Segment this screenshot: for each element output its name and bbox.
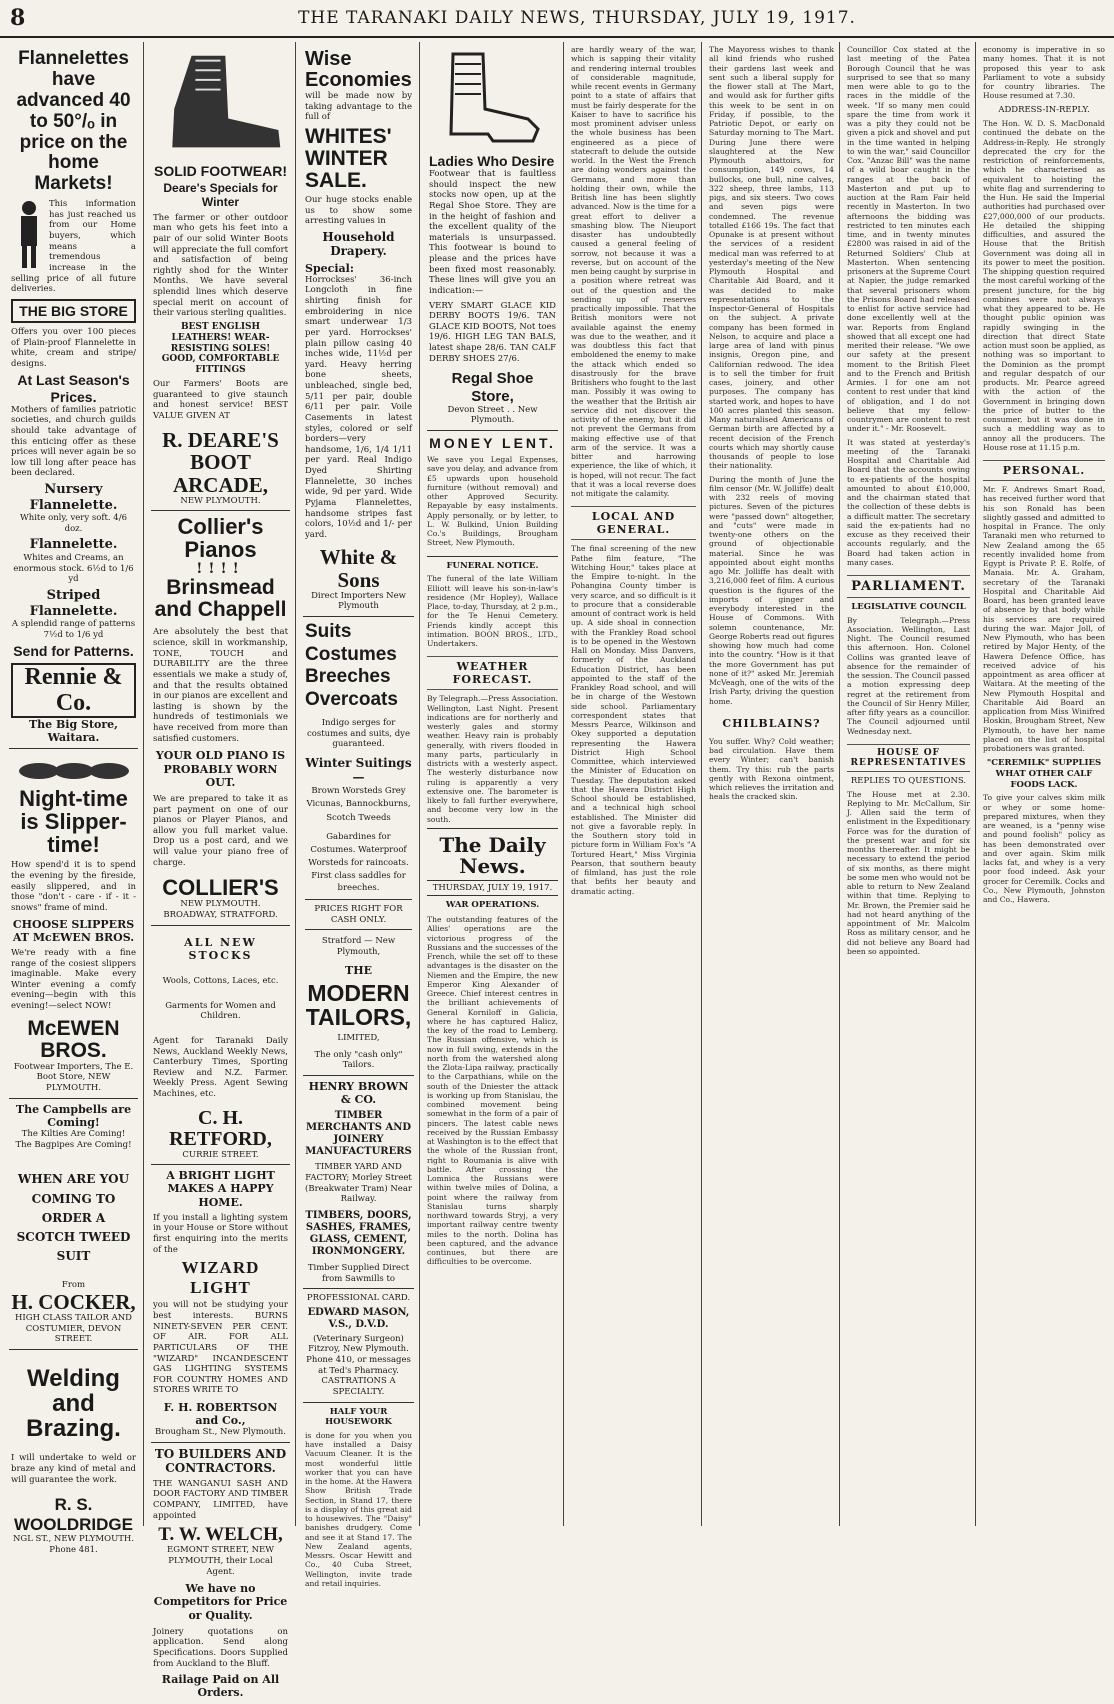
wise-tail: will be made now by taking advantage to the full of [305,91,412,123]
address-heading: ADDRESS-IN-REPLY. [998,104,1090,115]
bright-body: If you install a lighting system in your House or Store without first enquiring into the merits of the [153,1212,288,1255]
white-sons-logo: White & Sons [319,545,398,592]
house-body: The House met at 2.30. Replying to Mr. McCallum, Sir J. Allen said the term of enlistment in the Expeditionary Force was for the duration of the present war and for six months thereafter. It might be necessary to extend the period of six months, as there might be some men who would not be able to return to New Zealand within that time. Replying to Mr. Brown, the Premier said he had not heard anything of the appointment of Mr. Malcolm Ross as military censor, and he did not believe any Board had been so appointed. [847,789,970,956]
column-6 [704,42,840,1526]
timbers-list: TIMBERS, DOORS, SASHES, FRAMES, GLASS, CEMENT, IRONMONGERY. [305,1209,412,1257]
old-piano-heading: YOUR OLD PIANO IS PROBABLY WORN OUT. [155,749,286,789]
competitors-line: We have no Competitors for Price or Quality. [153,1582,288,1622]
slipper-ad [9,749,138,1099]
money-notice [427,431,558,552]
column-1 [4,42,144,1555]
house-heading: HOUSE OF REPRESENTATIVES [847,744,970,772]
timber-merchants: TIMBER MERCHANTS AND JOINERY MANUFACTURERS [305,1110,412,1158]
man-illustration-icon [11,199,47,269]
column-2 [146,42,296,1700]
retford-sub: CURRIE STREET. [182,1149,259,1160]
kilties-line: The Kilties Are Coming! [21,1129,126,1140]
mothers-text: Mothers of families patriotic societies, and church guilds should take advantage of this enticing offer as these prices will never again be so low till long after peace has been declared. [11,404,136,479]
weather-body: By Telegraph.—Press Association. Wellington, Last Night. Present indications are for northerly and westerly gales and stormy weather. Heavy rain is probably generally, with rivers flooded in many parts, particularly in districts with a westerly aspect. The westerly disturbance now ruling is apparently a very extensive one. The barometer is likely to fall further everywhere, and become very low in the south. [427,694,558,824]
flannelette-heading: Flannelette. [29,537,118,553]
old-piano-body: We are prepared to take it as part payment on one of our pianos or Player Pianos, and allow you full market value. Drop us a post card, and we will value your piano free of charge. [153,793,288,868]
welding-headline: Welding and Brazing. [26,1364,121,1443]
limited-label: LIMITED, [337,1033,380,1044]
chilblains-heading: CHILBLAINS? [722,716,821,730]
scotch-tweed-ad [9,1099,138,1350]
campbells-line: The Campbells are Coming! [15,1102,132,1129]
wizard-body: you will not be studying your best interests. BURNS NINETY-SEVEN PER CENT. OF AIR. FOR ALL PARTICULARS OF THE "WIZARD" INCANDESCENT GAS LIGHTING SYSTEMS FOR COUNTRY HOMES AND STORES WRITE TO [153,1300,288,1396]
whites-ad [303,45,414,617]
personal-heading: PERSONAL. [983,460,1105,481]
whites-sale: WHITES' WINTER SALE. [305,124,392,192]
deare-name: R. DEARE'S BOOT ARCADE, [162,428,279,497]
nursery-heading: Nursery Flannelette. [29,482,118,513]
page-number: 8 [10,5,26,31]
wooldridge-name: R. S. WOOLDRIDGE [14,1495,133,1534]
suitings-list: Brown Worsteds Grey Vicunas, Bannockburns, Scotch Tweeds [306,785,411,823]
masthead [0,0,1114,38]
mason-name: EDWARD MASON, V.S., D.V.D. [307,1306,410,1330]
news-body-b: During the month of June the film censor (Mr. W. Jolliffe) dealt with 232 reels of moving pictures. Seven of the pictures were "passed down" altogether, and "cuts" were made in twenty-one others on the ground of objectionable material. Since he was appointed about eight months ago Mr. Jolliffe has dealt with 3,216,000 feet of film. A curious question is the figures of the imports of ginger and everybody interested in the House of Commons. With solemn countenance, Mr. George Roberts read out figures showing how much had come into the country. "How is it that the more Government has put none of it?" asked Mr. Jeremiah McVeagh, one of the wits of the Irish Party, driving the question home. [709,474,834,706]
collier-sub: NEW PLYMOUTH. BROADWAY, STRATFORD. [163,899,278,920]
weather-heading: WEATHER FORECAST. [427,656,558,690]
wise-economies: Wise Economies [305,48,412,91]
wizard-name: WIZARD LIGHT [181,1258,260,1297]
boot-illustration-icon [153,49,288,159]
household-drapery: Household Drapery. [322,229,395,259]
collier-ad [151,511,290,925]
address-body: The Hon. W. D. S. MacDonald continued the debate on the Address-in-Reply. He strongly deprecated the cry for the restriction of reinforcements, which he characterised as equivalent to hoisting the white flag and surrendering to the Hun. He said the Imperial authorities had purchased over £27,000,000 of our products. He detailed the shipping difficulties, and assured the House that the British Government was doing all in its power to meet the position. The shipping question required the most careful working of the present juncture, for the big combines were not always what they appeared to be. He thought public opinion was rapidly swinging in the direction that direct State action must soon be applied, as nothing was so important to the Dominion as the prompt and regular despatch of our products. Mr. Pearce agreed with the action of the Government in bringing down the price of butter to the consumer, but it was done in such a meddling way as to annoy all the producers. The House rose at 11.15 p.m. [983,119,1105,452]
slippers-icon [14,753,134,783]
news-body-c: Councillor Cox stated at the last meeting of the Patea Borough Council that he was surprised to see that so many men were able to go to the races in the middle of the week. "If so many men could spare the time from work it was a pity they could not be given a pick and shovel and put in the time wanted in helping to win the war," said Councillor Cox. "Anzac Bill" was the name of a wild boar caught in the ranges at the back of Masterton and put up to auction at the Ram Fair held recently in Masterton. In two afternoons the bidding was restricted to ten minutes each time, and in twenty minutes £2800 was raised in aid of the Returned Soldiers' Club at Masterton. When sentencing prisoners at the Supreme Court at Napier, the judge remarked that several prisoners whom the Prisons Board had released to enlist for active service had done excellently well at the war. Reports from England showed that all except one had merited their release. "We owe our safety at the present moment to the British Fleet and to the French and British Armies. I for one am not content to rest under that kind of obligation, and I do not believe that my fellow-countrymen are content to rest under it." - Mr. Roosevelt. [847,45,970,434]
brinsmead-heading: Brinsmead and Chappell [154,576,287,622]
deare-specials: Deare's Specials for Winter [163,181,278,209]
funeral-notice [427,561,558,649]
special-label: Special: [305,261,354,275]
henry-brown: HENRY BROWN & CO. [308,1080,409,1107]
replies-heading: REPLIES TO QUESTIONS. [850,775,967,786]
retford-ad [151,926,290,1166]
garments-line: Garments for Women and Children. [165,1000,276,1022]
funeral-body: The funeral of the late William Elliott will leave his son-in-law's residence (Mr Hopley), Wallace Place, to-day, Thursday, at 2 p.m., for the Te Henui Cemetery. Friends kindly accept this intimation. BOON BROS., LTD., Undertakers. [427,574,558,649]
robertson-sub: Brougham St., New Plymouth. [155,1427,286,1438]
choose-heading: CHOOSE SLIPPERS AT McEWEN BROS. [12,917,135,944]
welding-ad [9,1350,138,1560]
council-body: By Telegraph.—Press Association. Wellington, Last Night. The Council resumed this afternoon. Hon. Colonel Collins was granted leave of absence for the remainder of the session. The Council passed a motion expressing deep regret at the retirement from the Council of Sir Henry Miller, after fifty years as a councillor. The Council adjourned until Wednesday next. [847,615,970,736]
ceremilk-heading: "CEREMILK" SUPPLIES WHAT OTHER CALF FOODS LACK. [986,758,1102,790]
wooldridge-sub: NGL ST., NEW PLYMOUTH. Phone 481. [12,1534,135,1555]
striped-price: A splendid range of patterns 7½d to 1/6 yd [11,619,136,640]
column-8 [978,42,1110,1526]
rennie-logo: Rennie & Co. [11,663,136,717]
deare-location: NEW PLYMOUTH. [180,495,261,506]
builders-heading: TO BUILDERS AND CONTRACTORS. [154,1447,287,1476]
nursery-price: White only, very soft. 4/6 doz. [20,513,127,534]
cocker-sub: HIGH CLASS TAILOR AND COSTUMIER, DEVON STREET. [15,1312,132,1345]
professional-card: PROFESSIONAL CARD. [306,1293,411,1304]
send-patterns: Send for Patterns. [13,643,134,660]
local-general-heading: LOCAL AND GENERAL. [571,506,696,540]
local-general-body: The final screening of the new Pathe film feature, "The Witching Hour," takes place at the Empire to-night. In the Pohangina County timber is very scarce, and so difficult is it to procure that a considerable amount of contract work is held up. A side shoal in connection with the Frankley Road school is to be opened in the Westown Hall on Monday. Miss Danvers, formerly of the Auckland Education District, has been appointed to the staff of the Frankley Road school, and will be in charge of the Westown side school. Parliamentary correspondent states that Messrs Pearce, Wilkinson and Okey supported a deputation representing the Hawera District High School Committee, which interviewed the Minister of Education on Tuesday. The deputation asked that the Hawera District High School should be established, and a technical high school established. The Minister did not give a favorable reply. In the Southern story told in picture form in William Fox's "A Tortured Heart," Miss Virginia Pearson, that southern beauty of filmland, has just the role that befits her beauty and dramatic acting. [571,544,696,896]
money-heading: MONEY LENT. [429,435,556,452]
when-coming: WHEN ARE YOU COMING TO ORDER A SCOTCH TWEED SUIT [16,1172,131,1264]
night-headline: Night-time is Slipper-time! [19,786,128,858]
regal-name: Regal Shoe Store, [451,370,534,405]
funeral-heading: FUNERAL NOTICE. [446,560,539,571]
agent-text: Agent for Taranaki Daily News, Auckland Weekly News, Canterbury Times, Sporting Review and N.Z. Farmer. Weekly Press. Agent Sewing Machines, etc. [153,1035,288,1099]
modern-tailors: MODERN TAILORS, [305,979,412,1031]
ceremilk-body: To give your calves skim milk or whey or some home-prepared mixtures, when they are weaned, is a "penny wise and pound foolish" policy as has been demonstrated over and over again. Skim milk lacks fat, and whey is a very poor food indeed. Ask your grocer for Ceremilk. Cocks and Co., New Plymouth, Johnston and Co., Hawera. [983,793,1105,904]
personal-body: Mr. F. Andrews Smart Road, has received further word that his son Ronald has been slightly gassed and admitted to hospital in France. The only Taranaki men who returned to New Zealand among the 65 recently invalided home from Egypt is Private P. E. Rolfe, of Manaia. Mr. A. Graham, secretary of the Taranaki Hospital and Charitable Aid Board, has been granted leave of absence by that body while his services are required during the war. Major Joll, of New Plymouth, who has been retired by Major Henty, of the Hawera Defence Office, has received advice of his appointment as area officer at Waitara. At the meeting of the New Plymouth Hospital and Charitable Aid Board an application from Miss Winifred Hoskin, Brougham Street, New Plymouth, to have her name placed on the list of hospital probationers was granted. [983,485,1105,754]
choose-body: We're ready with a fine range of the cosiest slippers imaginable. Make every Winter evening a comfy evening—begin with this evening!—select NOW! [11,947,136,1012]
cash-only: PRICES RIGHT FOR CASH ONLY. [314,904,403,925]
news-body-d: It was stated at yesterday's meeting of the Taranaki Hospital and Charitable Aid Board that the accounts owing to ex-patients of the hospital amounted to about £10,000, and the chairman stated that the collection of these debts is a difficult matter. The secretary said the ex-patients had no excuse as they received their accounts regularly, and the Board had taken action in many cases. [847,437,970,567]
paper-date: THURSDAY, JULY 19, 1917. [427,880,558,897]
mason-sub: (Veterinary Surgeon) Fitzroy, New Plymouth. Phone 410, or messages at Ted's Pharmacy. CASTRATIONS A SPECIALTY. [306,1333,411,1397]
special-body: Horrockses' 36-inch Longcloth in fine shirting finish for embroidering in nice smart underwear 1/3 per yard. Horrockses' plain pillow casing 40 inches wide, 11½d per yard. Heavy herring bone sheets, unbleached, single bed, 5/11 per pair, double 6/11 per pair. Voile Casements in latest styles, colored or self borders—very handsome, 1/6, 1/4 1/11 per yard. Real Indigo Dyed Shirting Flannelette, 30 inches wide, 9d per yard. Wide Pyjama Flannelettes, handsome stripes fast colors, 10½d and 1/- per yard. [305,274,412,540]
wizard-light-ad [151,1165,290,1443]
joinery-text: Joinery quotations on application. Send along Specifications. Doors Supplied from Auckland to the Bluff. [153,1626,288,1669]
parliament-heading: PARLIAMENT. [847,575,970,598]
council-heading: LEGISLATIVE COUNCIL [851,602,966,612]
bagpipes-line: The Bagpipes Are Coming! [15,1139,132,1150]
striped-heading: Striped Flannelette. [29,587,118,619]
indigo-text: Indigo serges for costumes and suits, dye guaranteed. [307,718,410,750]
henry-brown-ad [303,1076,414,1289]
the-label: THE [345,963,372,977]
rennie-sub: The Big Store, Waitara. [29,717,118,745]
column-3 [298,42,420,1588]
mcewen-sub: Footwear Importers, The E. Boot Store, NEW PLYMOUTH. [13,1061,134,1094]
robertson-name: F. H. ROBERTSON and Co., [163,1401,278,1428]
pianos-body: Are absolutely the best that science, skill in workmanship, TONE, TOUCH and DURABILITY are the three essentials we make a study of, and that the results obtained in our pianos are excellent and lasting is shown by the hundreds of testimonials we have received from more than satisfied customers. [153,627,288,744]
big-store-banner: THE BIG STORE [11,299,136,323]
cash-tailors: The only "cash only" Tailors. [314,1049,403,1071]
wools-line: Wools, Cottons, Laces, etc. [162,976,279,986]
half-housework: HALF YOUR HOUSEWORK [325,1406,392,1428]
mcewen-logo: McEWEN BROS. [27,1016,120,1062]
suits-heading: Suits Costumes Breeches Overcoats [305,620,398,711]
news-body-a: The Mayoress wishes to thank all kind friends who rushed their gardens last week and sent such a liberal supply for the flower stall at The Mart, and would ask for further gifts this week to be sent in on Friday, if possible, to the Patriotic Depot, or early on Saturday morning to The Mart. During June there were slaughtered at the New Plymouth abattoirs, for consumption, 149 cows, 14 bullocks, one bull, nine calves, 322 sheep, three lambs, 113 pigs, and six steers. Two cows and seven pigs were condemned. The revenue totalled £166 19s. The fact that Opunake is at present without the services of a resident medical man was referred to at yesterday's meeting of the New Plymouth Hospital and Charitable Aid Board, and it was decided to make representations to the Inspector-General of Hospitals on the subject. A private company has been formed in Nelson, to acquire and place a large area of land with pinus insignis, Oregon pine, and Californian redwood. The idea is to sell the timber for fruit cases, joinery, and other purposes. The company has started work, and hopes to have 100 acres planted this season. Many naturalised Americans of German birth are affected by a recent decision of the French courts which may shortly cause thousands of people to lose their nationality. [709,45,834,471]
gabardines-text: Gabardines for Costumes. Waterproof Worsteds for raincoats. First class saddles for breeches. [308,832,409,894]
welch-ad [151,1443,290,1704]
colliers-heading: Collier's Pianos [177,514,264,563]
column-7 [842,42,976,1526]
collier-name: COLLIER'S [162,875,279,901]
welding-body: I will undertake to weld or braze any kind of metal and will guarantee the work. [11,1453,136,1485]
regal-sub: Devon Street . . New Plymouth. [447,404,538,426]
winter-suitings: Winter Suitings— [305,755,412,785]
mason-ad [303,1289,414,1402]
supplied-text: Timber Supplied Direct from Sawmills to [307,1262,410,1284]
paper-title: The Daily News. [439,832,546,878]
flannel-info: This information has just reached us from our Home buyers, which means a tremendous increase in the selling price of all future deliveries. [11,199,136,295]
war-body: The outstanding features of the Allies' operations are the victorious progress of the Russians and the successes of the French, while the set off to these advantages is the disaster on the Niemen and the Empire, the new Emperor King Alexander of Greece. Chief interest centres in the brilliant achievements of General Korniloff in Galicia, where he has captured Halicz, the key of the road to Lemberg. The Russian offensive, which is now in full swing, extends in the north from the watershed along the Zlota-Lipa railway, practically to the Carpathians, while on the south of the Dniester the attack is working up from Stanislau, the combined movement being somewhat in the form of a pair of pincers. The latest cable news received by the Russian Embassy at Washington is to the effect that the whole of the Russian front, right to Roumania is alive with battle. After crossing the Lomnica the Russians were within twelve miles of Dolina, a point where the railway from Stanislau turns sharply northward towards Stryj, a very important railway centre twenty miles to the north. Dolina has been captured, and the advance continues, but there are difficulties to be overcome. [427,915,558,1267]
retford-name: C. H. RETFORD, [169,1106,272,1150]
last-prices: At Last Season's Prices. [17,372,130,405]
chilblains-body: You suffer. Why? Cold weather; bad circulation. Have them every Winter; can't banish them. Try this: rub the parts gently with Rexona ointment, which relieves the irritation and heals the cracked skin. [709,736,834,802]
bright-light-heading: A BRIGHT LIGHT MAKES A HAPPY HOME. [166,1169,275,1209]
flannelette-price: Whites and Creams, an enormous stock. 6½d to 1/6 yd [13,553,134,585]
best-leathers: BEST ENGLISH LEATHERS! WEAR-RESISTING SOLES! GOOD, COMFORTABLE FITTINGS [161,321,280,376]
night-body: How spend'd it is to spend the evening by the fireside, easily slippered, and in those "don't - care - if - it - snows" frame of mind. [11,860,136,913]
flannelette-ad [9,45,138,749]
regal-ad [427,45,558,431]
deare-ad [151,45,290,511]
cocker-name: H. COCKER, [11,1289,136,1314]
ladies-boot-icon [433,49,553,149]
farmers-text: Our Farmers' Boots are guaranteed to give staunch and honest service! BEST VALUE GIVEN AT [153,378,288,421]
vacuum-ad [303,1403,414,1593]
solid-footwear: SOLID FOOTWEAR! [154,163,287,179]
half-body: is done for you when you have installed a Daisy Vacuum Cleaner. It is the most wonderful little worker that you can have in the home. At the Hawera Show British Trade Section, in Stand 17, there is a display of this great aid to housewives. The "Daisy" banishes drudgery. Come and see it at Stand 17. The New Zealand agents, Messrs. Oscar Hewitt and Co., 40 Cuba Street, Wellington, invite trade and retail inquiries. [305,1430,412,1588]
war-heading: WAR OPERATIONS. [445,900,540,911]
parliament-continued: economy is imperative in so many homes. That it is not proposed this year to ask Parliament to vote a subsidy for country libraries. The House resumed at 7.30. [983,45,1105,101]
offers-text: Offers you over 100 pieces of Plain-proof Flannelette in white, cream and stripe/ designs. [11,326,136,369]
all-new-stocks: ALL NEW STOCKS [184,935,257,962]
stratford-line: Stratford — New Plymouth, [321,936,396,958]
column-4 [422,42,564,1526]
exclamations: !!!! [196,561,245,578]
railage-line: Railage Paid on All Orders. [161,1673,280,1700]
welch-sub: EGMONT STREET, NEW PLYMOUTH, their Local Agent. [167,1545,274,1577]
deare-body: The farmer or other outdoor man who gets his feet into a pair of our solid Winter Boots will appreciate the full comfort and satisfaction of being rightly shod for the Winter Months. We have several splendid lines which deserve special merit on account of their various sterling qualities. [153,212,288,319]
builders-body: THE WANGANUI SASH AND DOOR FACTORY AND TIMBER COMPANY, LIMITED, have appointed [153,1478,288,1521]
flannel-headline: Flannelettes have advanced 40 to 50°/ₒ in price on the home Markets! [16,48,131,195]
newspaper-title: THE TARANAKI DAILY NEWS, THURSDAY, JULY 19, 1917. [298,8,856,28]
editorial-continued: are hardly weary of the war, which is sapping their vitality and rendering internal troubles of considerable magnitude, while recent events in Germany point to a state of affairs that must be fairly desperate for the Kaiser to have to sacrifice his most prominent adviser unless the whole business has been engineered as a piece of statecraft to delude the outside world. In the West the French are doing wonders against the Germans, and more than holding their own, while the British line has been slightly advanced. Now is the time for a great effort to deliver a smashing blow. The Nieuport disaster has undoubtedly caused a general feeling of sorrow, not because it was a reverse, but on account of the men being caught by surprise in a position where retreat was out of the question and the sending up of reserves practically impossible. That the British monitors were not available against the enemy was due to the weather, and it was doubtless this fact that emboldened the enemy to make the attack which ended so disastrously for the brave Britishers who fought to the last man. Possibly it was owing to the weather that the British air service did not discover the activity of the enemy, but it did not prevent the Germans from making effective use of that arm of the service. It was a bitter and harrowing experience, the like of which, it is hoped, will not recur. The fact that it was a local reverse does not mitigate the calamity. [571,45,697,498]
ladies-heading: Ladies Who Desire [429,153,555,169]
welch-name: T. W. WELCH, [158,1524,283,1546]
ladies-body: Footwear that is faultless should inspect the new stocks now open, up at the Regal Shoe Store. They are in the height of fashion and the excellent quality of the materials is unsurpassed. This footwear is bound to please and the prices have been fixed most reasonably. These lines will give you an indication:— [429,169,556,296]
modern-tailors-ad [303,617,414,1076]
yard-text: TIMBER YARD AND FACTORY; Morley Street (Breakwater Tram) Near Railway. [305,1162,412,1205]
shoe-prices: VERY SMART GLACE KID DERBY BOOTS 19/6. TAN GLACE KID BOOTS, Not toes 19/6. HIGH LEG TAN BALS, latest shape 28/6. TAN CALF DERBY SHOES 27/6. [429,300,556,364]
huge-stocks: Our huge stocks enable us to show some arresting values in [305,195,412,227]
white-sons-sub: Direct Importers New Plymouth [311,590,406,612]
from-label: From [61,1280,86,1291]
column-5 [566,42,702,1526]
money-body: We save you Legal Expenses, save you delay, and advance from £5 upwards upon household furniture (without removal) and other Approved Security. Repayable by easy instalments. Apply personally, or by letter, to L. W. Bulkind, Union Building Co.'s Buildings, Brougham Street, New Plymouth. [427,455,558,548]
